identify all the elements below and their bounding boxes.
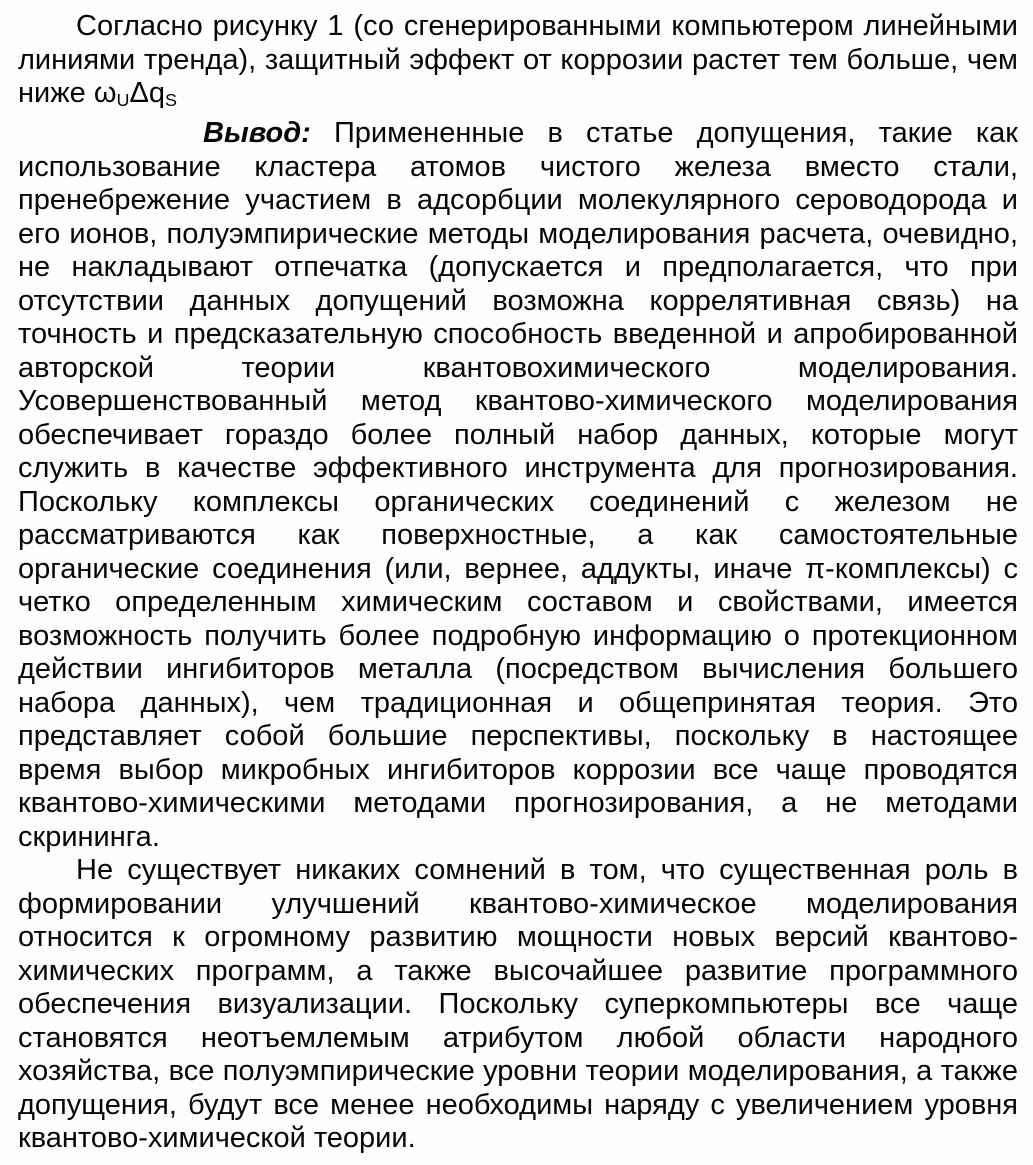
- paragraph-figure-reference-text: Согласно рисунку 1 (со сгенерированными компьютером линейными линиями тренда), защитный эффект от коррозии растет тем больше, чем ниже: [18, 10, 1018, 109]
- paragraph-figure-reference: [18, 10, 1018, 117]
- omega-delta-q-formula: [94, 77, 177, 109]
- omega-symbol: ω: [93, 77, 117, 109]
- paragraph-closing: [18, 854, 1018, 1156]
- paragraph-conclusion-text: Примененные в статье допущения, такие как использование кластера атомов чистого железа вместо стали, пренебрежение участием в адсорбции молекулярного сероводорода и его ионов, полуэмпирические методы моделирования расчета, очевидно, не накладывают отпечатка (допускается и предполагается, что при отсутствии данных допущений возможна коррелятивная связь) на точность и предсказательную способность введенной и апробированной авторской теории квантовохимического моделирования. Усовершенствованный метод квантово-химического моделирования обеспечивает гораздо более полный набор данных, которые могут служить в качестве эффективного инструмента для прогнозирования. Поскольку комплексы органических соединений с железом не рассматриваются как поверхностные, а как самостоятельные органические соединения (или, вернее, аддукты, иначе π-комплексы) с четко определенным химическим составом и свойствами, имеется возможность получить более подробную информацию о протекционном действии ингибиторов металла (посредством вычисления большего набора данных), чем традиционная и общепринятая теория. Это представляет собой большие перспективы, поскольку в настоящее время выбор микробных ингибиторов коррозии все чаще проводятся квантово-химическими методами прогнозирования, а не методами скрининга.: [18, 117, 1018, 853]
- conclusion-lead-label: Вывод:: [203, 117, 311, 150]
- paragraph-conclusion: [18, 117, 1018, 854]
- paragraph-closing-text: Не существует никаких сомнений в том, что существенная роль в формировании улучшений квантово-химическое моделирования относится к огромному развитию мощности новых версий квантово-химических программ, а также высочайшее развитие программного обеспечения визуализации. Поскольку суперкомпьютеры все чаще становятся неотъемлемым атрибутом любой области народного хозяйства, все полуэмпирические уровни теории моделирования, а также допущения, будут все менее необходимы наряду с увеличением уровня квантово-химической теории.: [18, 854, 1018, 1155]
- delta-q-symbol: Δq: [129, 77, 165, 109]
- delta-q-subscript: S: [164, 89, 177, 110]
- omega-subscript: U: [116, 89, 130, 110]
